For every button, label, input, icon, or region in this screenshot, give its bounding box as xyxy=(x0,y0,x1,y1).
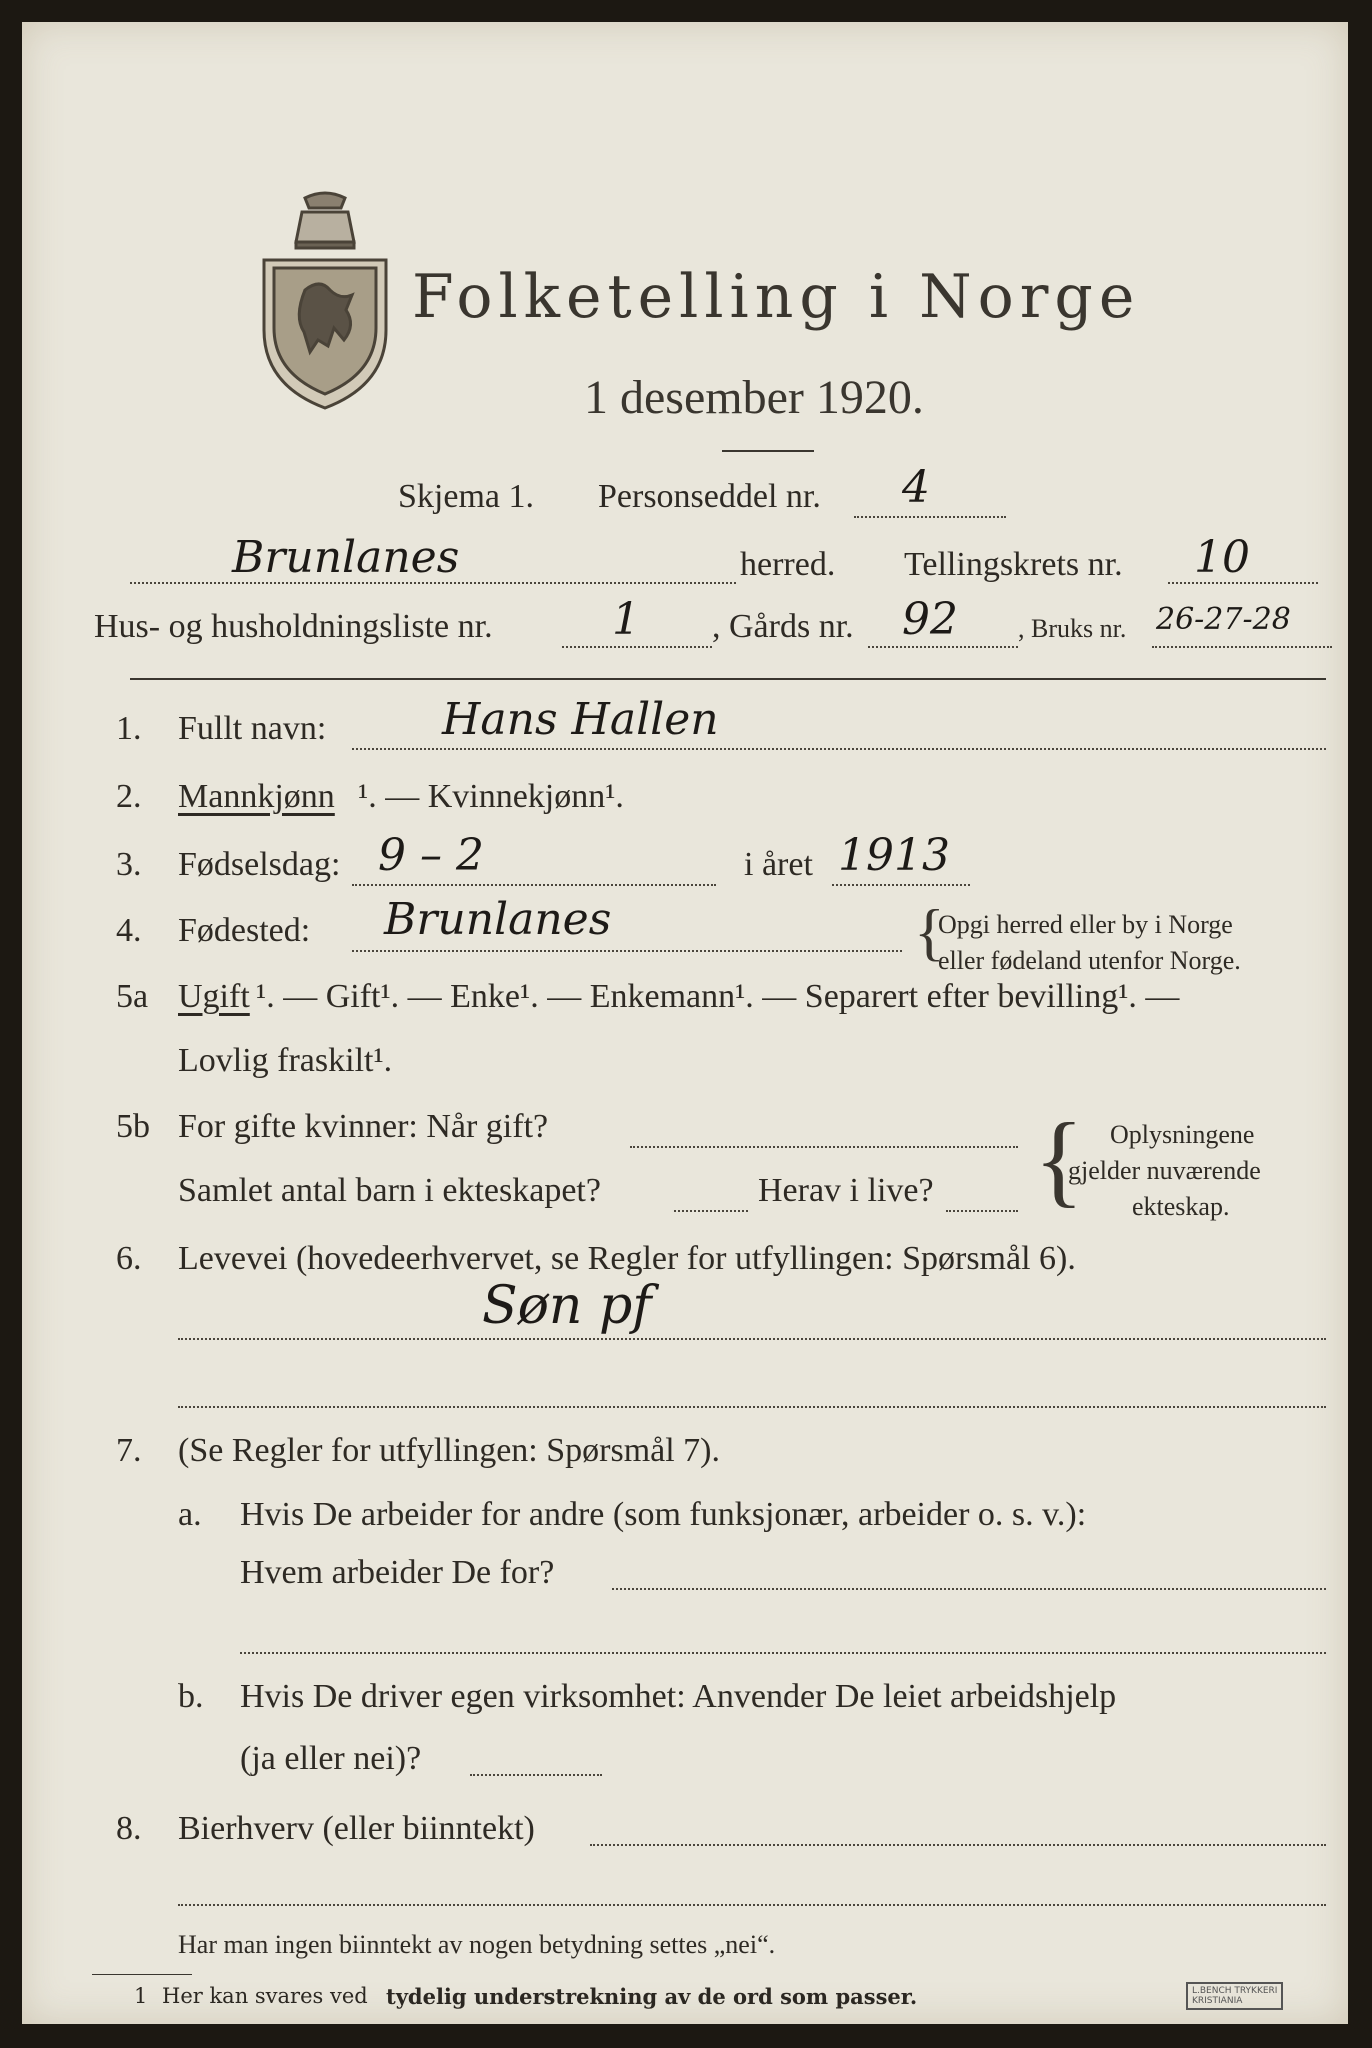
q7a-dotline2 xyxy=(240,1652,1326,1654)
marital-divorced-option[interactable]: Lovlig fraskilt¹. xyxy=(178,1042,393,1079)
tellingskrets-label: Tellingskrets nr. xyxy=(904,546,1123,583)
bruks-label: , Bruks nr. xyxy=(1018,614,1127,643)
q8-note: Har man ingen biinntekt av nogen betydning settes „nei“. xyxy=(178,1930,776,1959)
footnote-mark: 1 xyxy=(134,1984,148,2008)
footnote-divider xyxy=(92,1974,192,1975)
q4-label: Fødested: xyxy=(178,912,311,949)
q4-note-line1: Opgi herred eller by i Norge xyxy=(938,910,1233,939)
household-list-value[interactable]: 1 xyxy=(612,594,640,645)
q4-note-line2: eller fødeland utenfor Norge. xyxy=(938,946,1241,975)
q5b-dotline xyxy=(630,1146,1018,1148)
marital-rest-options[interactable]: ¹. — Gift¹. — Enke¹. — Enkemann¹. — Separert efter bevilling¹. — xyxy=(256,978,1180,1015)
household-list-dotline xyxy=(562,646,712,648)
birthdate-value[interactable]: 9 – 2 xyxy=(378,830,484,881)
header-divider xyxy=(130,678,1326,680)
q7b-number: b. xyxy=(178,1678,204,1715)
gards-dotline xyxy=(868,646,1018,648)
q6-dotline2 xyxy=(178,1406,1326,1408)
q8-dotline1 xyxy=(590,1844,1326,1846)
q8-number: 8. xyxy=(116,1810,142,1847)
q5b-note-line3: ekteskap. xyxy=(1132,1192,1230,1221)
printer-stamp-line2: KRISTIANIA xyxy=(1192,1996,1243,2006)
full-name-value[interactable]: Hans Hallen xyxy=(442,694,719,745)
bruks-value[interactable]: 26-27-28 xyxy=(1156,602,1291,637)
personseddel-label: Personseddel nr. xyxy=(598,478,821,515)
q3-dotline xyxy=(352,884,716,886)
q5b-children-dotline xyxy=(674,1210,748,1212)
q7b-answer-label: (ja eller nei)? xyxy=(240,1740,422,1777)
q6-dotline1 xyxy=(178,1338,1326,1340)
q2-number: 2. xyxy=(116,778,142,815)
census-date: 1 desember 1920. xyxy=(584,371,924,424)
schema-label: Skjema 1. xyxy=(398,478,534,515)
birth-year-value[interactable]: 1913 xyxy=(838,830,950,881)
q5b-children-label: Samlet antal barn i ekteskapet? xyxy=(178,1172,601,1209)
printer-stamp xyxy=(1186,1982,1283,2010)
q3-number: 3. xyxy=(116,846,142,883)
bruks-dotline xyxy=(1152,646,1332,648)
q4-dotline xyxy=(352,950,902,952)
q3-label: Fødselsdag: xyxy=(178,846,341,883)
q4-note-brace: { xyxy=(914,896,945,967)
q7-label: (Se Regler for utfyllingen: Spørsmål 7). xyxy=(178,1432,721,1469)
personseddel-value[interactable]: 4 xyxy=(902,462,930,513)
q1-number: 1. xyxy=(116,710,142,747)
q3-year-label: i året xyxy=(744,846,813,883)
gards-value[interactable]: 92 xyxy=(902,594,958,645)
household-list-label: Hus- og husholdningsliste nr. xyxy=(94,608,493,645)
tellingskrets-value[interactable]: 10 xyxy=(1194,532,1250,583)
personseddel-dotline xyxy=(854,516,1006,518)
form-title: Folketelling i Norge xyxy=(412,262,1141,332)
birthplace-value[interactable]: Brunlanes xyxy=(384,894,612,945)
footnote-text: Her kan svares ved xyxy=(162,1984,368,2008)
q7a-number: a. xyxy=(178,1496,202,1533)
q5b-note-line1: Oplysningene xyxy=(1110,1120,1255,1149)
gards-label: , Gårds nr. xyxy=(712,608,854,645)
q5b-alive-dotline xyxy=(946,1210,1018,1212)
q5b-note-line2: gjelder nuværende xyxy=(1068,1156,1261,1185)
herred-label: herred. xyxy=(740,546,836,583)
q6-number: 6. xyxy=(116,1240,142,1277)
q7a-employer-label: Hvem arbeider De for? xyxy=(240,1554,555,1591)
q5b-note-brace: { xyxy=(1034,1102,1084,1217)
q5b-label: For gifte kvinner: Når gift? xyxy=(178,1108,549,1145)
marital-ugift-option[interactable]: Ugift xyxy=(178,978,250,1015)
herred-value[interactable]: Brunlanes xyxy=(232,532,460,583)
q6-label: Levevei (hovedeerhvervet, se Regler for utfyllingen: Spørsmål 6). xyxy=(178,1240,1076,1277)
occupation-value[interactable]: Søn pf xyxy=(482,1276,652,1336)
q3-year-dotline xyxy=(832,884,970,886)
q1-dotline xyxy=(352,748,1326,750)
q5a-number: 5a xyxy=(116,978,149,1015)
title-divider xyxy=(722,450,814,452)
q7b-label: Hvis De driver egen virksomhet: Anvender De leiet arbeidshjelp xyxy=(240,1678,1117,1715)
q5b-number: 5b xyxy=(116,1108,150,1145)
q7a-dotline1 xyxy=(612,1588,1326,1590)
q7-number: 7. xyxy=(116,1432,142,1469)
q8-label: Bierhverv (eller biinntekt) xyxy=(178,1810,535,1847)
gender-rest-options[interactable]: ¹. — Kvinnekjønn¹. xyxy=(358,778,624,815)
census-form-page xyxy=(22,22,1348,2024)
q5b-alive-label: Herav i live? xyxy=(758,1172,934,1209)
q7a-label: Hvis De arbeider for andre (som funksjonær, arbeider o. s. v.): xyxy=(240,1496,1087,1533)
gender-male-option[interactable]: Mannkjønn xyxy=(178,778,335,815)
norwegian-coat-of-arms-icon xyxy=(250,190,400,412)
printer-stamp-line1: L.BENCH TRYKKERI xyxy=(1192,1986,1278,1996)
q4-number: 4. xyxy=(116,912,142,949)
q8-dotline2 xyxy=(178,1904,1326,1906)
q7b-dotline xyxy=(470,1774,602,1776)
footnote-emphasis: tydelig understrekning av de ord som passer. xyxy=(386,1984,918,2009)
q1-label: Fullt navn: xyxy=(178,710,327,747)
